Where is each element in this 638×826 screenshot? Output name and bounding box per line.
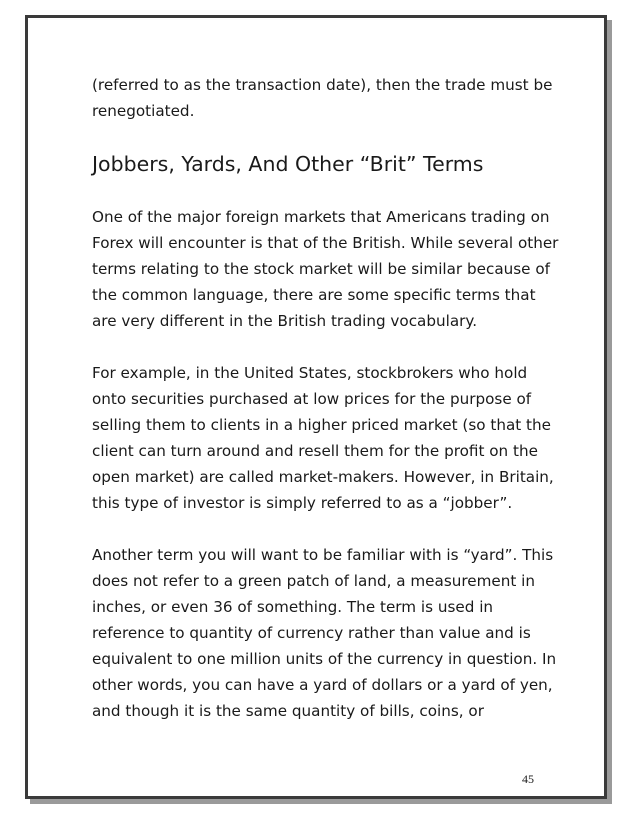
paragraph-british-markets: One of the major foreign markets that Americans trading on Forex will encounter is that of the British. While several other terms relating to the stock market will be similar because of the common language, there are some specific terms that are very different in the British trading vocabulary. [92,208,559,330]
intro-paragraph: (referred to as the transaction date), then the trade must be renegotiated. [92,76,553,120]
page-content [92,72,562,750]
paragraph-jobber: For example, in the United States, stockbrokers who hold onto securities purchased at low prices for the purpose of selling them to clients in a higher priced market (so that the client can turn around and resell them for the profit on the open market) are called market-makers. However, in Britain, this type of investor is simply referred to as a “jobber”. [92,364,554,512]
page-number: 45 [522,772,534,786]
section-heading: Jobbers, Yards, And Other “Brit” Terms [92,152,484,176]
paragraph-yard: Another term you will want to be familiar with is “yard”. This does not refer to a green patch of land, a measurement in inches, or even 36 of something. The term is used in reference to quantity of currency rather than value and is equivalent to one million units of the currency in question. In other words, you can have a yard of dollars or a yard of yen, and though it is the same quantity of bills, coins, or [92,546,557,720]
